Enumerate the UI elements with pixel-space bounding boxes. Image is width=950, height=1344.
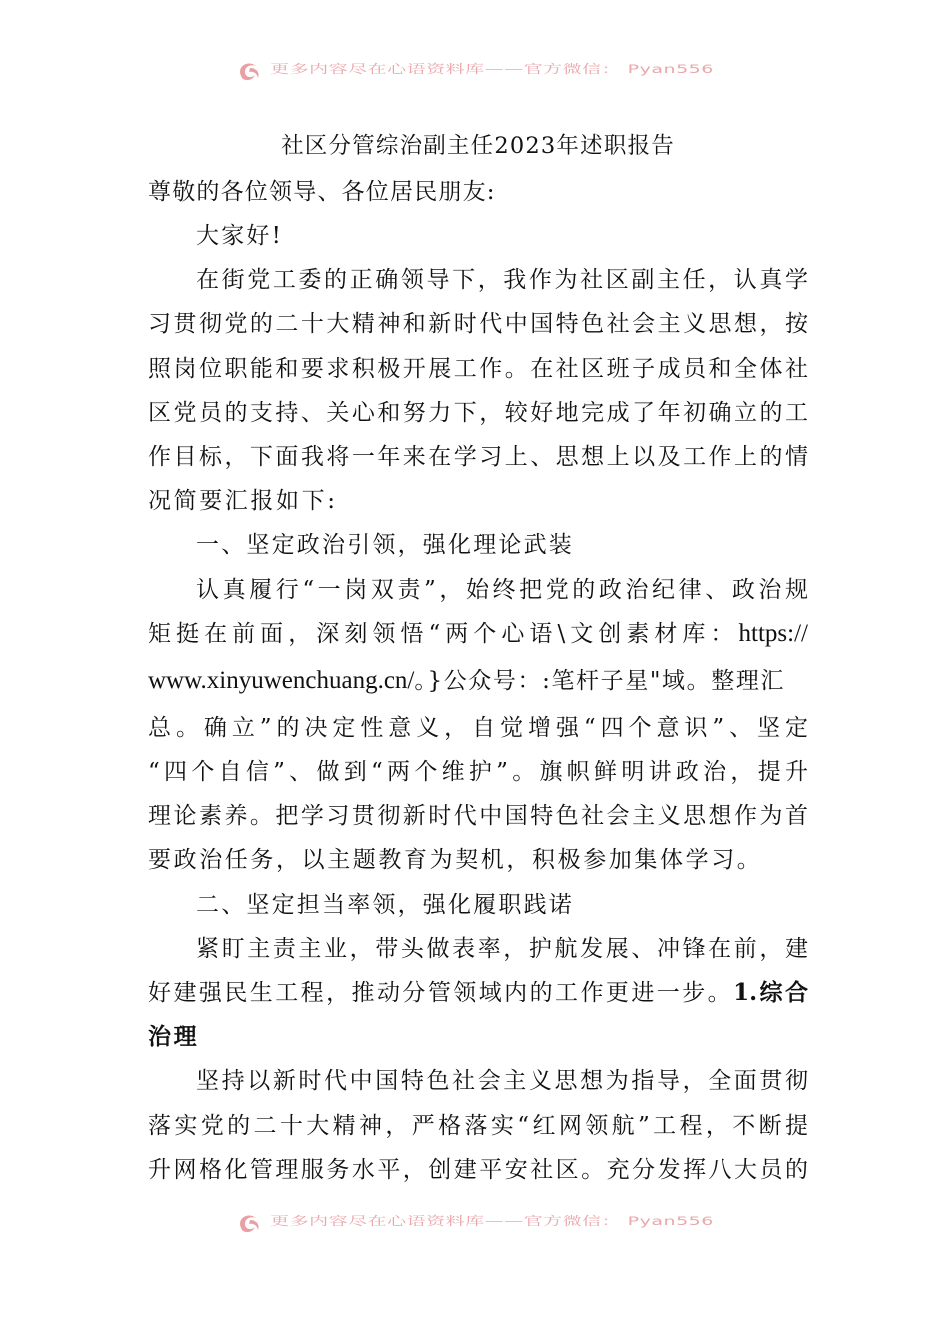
- document-page: [148, 128, 808, 1192]
- paragraph-line: 紧盯主责主业，带头做表率，护航发展、冲锋在前，建: [196, 935, 808, 962]
- section-2-paragraph: [148, 927, 808, 1060]
- swirl-logo-icon: [236, 58, 262, 84]
- document-title: 社区分管综治副主任2023年述职报告: [281, 133, 675, 159]
- paragraph-text: 好建强民生工程，推动分管领域内的工作更进一步。: [148, 980, 734, 1006]
- paragraph-line: “四个自信”、做到“两个维护”。旗帜鲜明讲政治，提升: [148, 759, 808, 786]
- paragraph-line: 作目标，下面我将一年来在学习上、思想上以及工作上的情: [148, 443, 808, 470]
- paragraph-line: 习贯彻党的二十大精神和新时代中国特色社会主义思想，按: [148, 311, 808, 338]
- paragraph-line: 区党员的支持、关心和努力下，较好地完成了年初确立的工: [148, 399, 808, 426]
- paragraph-line: 照岗位职能和要求积极开展工作。在社区班子成员和全体社: [148, 355, 808, 382]
- paragraph-text: 矩挺在前面，深刻领悟“两个心语\文创素材库：: [148, 620, 739, 647]
- watermark-text: 更多内容尽在心语资料库——官方微信： Pyan556: [270, 1213, 714, 1228]
- footer-watermark: [0, 1206, 950, 1240]
- watermark-text: 更多内容尽在心语资料库——官方微信： Pyan556: [270, 61, 714, 76]
- salutation: 尊敬的各位领导、各位居民朋友:: [148, 179, 496, 205]
- url-fragment: https://: [738, 619, 808, 647]
- paragraph-line: 要政治任务，以主题教育为契机，积极参加集体学习。: [148, 847, 763, 874]
- header-watermark: [0, 54, 950, 88]
- greeting: 大家好!: [196, 223, 284, 249]
- paragraph-line: [148, 656, 808, 706]
- paragraph-line: 升网格化管理服务水平，创建平安社区。充分发挥八大员的: [148, 1156, 808, 1183]
- section-heading-1: 一、坚定政治引领，强化理论武装: [196, 532, 574, 559]
- paragraph-line: 况简要汇报如下:: [148, 488, 338, 515]
- paragraph-line: 坚持以新时代中国特色社会主义思想为指导，全面贯彻: [196, 1068, 808, 1095]
- paragraph-line: 总。确立”的决定性意义，自觉增强“四个意识”、坚定: [148, 714, 808, 741]
- paragraph-line: 在街党工委的正确领导下，我作为社区副主任，认真学: [196, 267, 808, 294]
- url-link[interactable]: www.xinyuwenchuang.cn/: [148, 666, 415, 694]
- swirl-logo-icon: [236, 1210, 262, 1236]
- paragraph-line: [148, 971, 808, 1015]
- intro-paragraph: [148, 258, 808, 523]
- subheading-tail: 治理: [148, 1023, 200, 1051]
- paragraph-line: 落实党的二十大精神，严格落实“红网领航”工程，不断提: [148, 1112, 808, 1139]
- section-1-paragraph: [148, 568, 808, 883]
- subheading-number: 1.综合: [733, 979, 808, 1006]
- paragraph-text: 。}公众号：:笔杆子星"域。整理汇: [414, 667, 786, 694]
- paragraph-line: 理论素养。把学习贯彻新时代中国特色社会主义思想作为首: [148, 803, 808, 830]
- section-2-paragraph-2: [148, 1059, 808, 1192]
- section-heading-2: 二、坚定担当率领，强化履职践诺: [196, 891, 574, 918]
- paragraph-line: 认真履行“一岗双责”，始终把党的政治纪律、政治规: [196, 576, 808, 603]
- paragraph-line: [148, 612, 808, 656]
